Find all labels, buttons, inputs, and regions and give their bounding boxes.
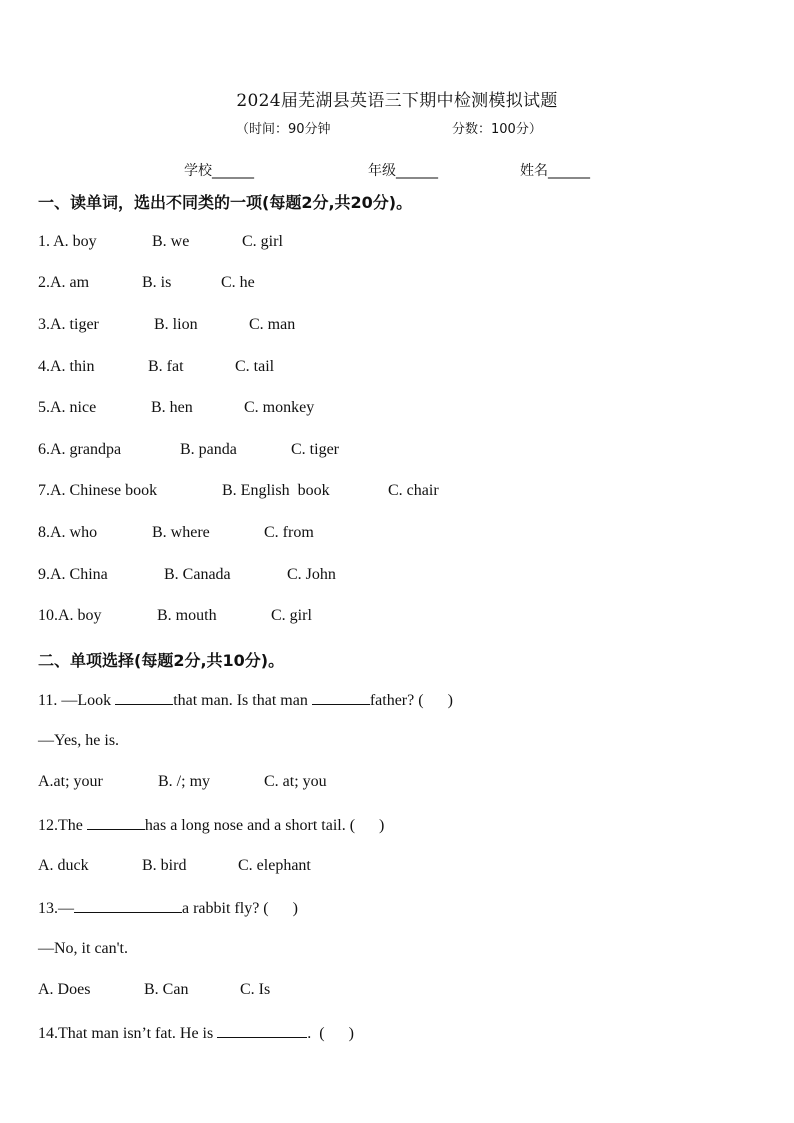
q9-option-c: C. John [287, 566, 336, 583]
q13-text-b: a rabbit fly? ( ) [182, 900, 298, 917]
q3-option-b: B. lion [154, 316, 198, 333]
q2-option-b: B. is [142, 274, 172, 291]
q1-option-c: C. girl [242, 233, 283, 250]
q11-stem [38, 690, 453, 710]
q14-stem [38, 1023, 354, 1043]
q13-option-c: C. Is [240, 981, 271, 998]
q12-option-b: B. bird [142, 857, 187, 874]
name-field: 姓名______ [520, 163, 590, 179]
q10-option-c: C. girl [271, 607, 312, 624]
q12-option-a: A. duck [38, 857, 89, 874]
q13-option-b: B. Can [144, 981, 189, 998]
q14-blank[interactable] [217, 1023, 307, 1038]
q13-stem [38, 898, 298, 918]
q12-text-a: 12.The [38, 817, 87, 834]
q11-blank-2[interactable] [312, 690, 370, 705]
q1-option-b: B. we [152, 233, 190, 250]
q12-stem [38, 815, 384, 835]
q7-option-b: B. English book [222, 482, 330, 499]
q14-text-a: 14.That man isn’t fat. He is [38, 1025, 218, 1042]
grade-field: 年级______ [368, 163, 438, 179]
q2-option-a: 2.A. am [38, 274, 90, 291]
q11-reply: —Yes, he is. [38, 732, 120, 749]
page-title: 2024届芜湖县英语三下期中检测模拟试题 [236, 91, 558, 111]
q5-option-b: B. hen [151, 399, 193, 416]
q7-option-a: 7.A. Chinese book [38, 482, 158, 499]
q9-option-b: B. Canada [164, 566, 231, 583]
q4-option-c: C. tail [235, 358, 275, 375]
section-1-heading: 一、读单词，选出不同类的一项(每题2分,共20分)。 [38, 193, 413, 212]
q3-option-c: C. man [249, 316, 296, 333]
q12-text-b: has a long nose and a short tail. ( ) [144, 817, 385, 834]
exam-score: 分数：100分） [452, 122, 542, 137]
q3-option-a: 3.A. tiger [38, 316, 99, 333]
exam-time: （时间：90分钟 [236, 122, 331, 137]
q10-option-a: 10.A. boy [38, 607, 102, 624]
section-2-heading: 二、单项选择(每题2分,共10分)。 [38, 651, 285, 670]
q8-option-a: 8.A. who [38, 524, 98, 541]
q13-text-a: 13.— [38, 900, 74, 917]
q6-option-b: B. panda [180, 441, 237, 458]
q2-option-c: C. he [221, 274, 255, 291]
q13-reply: —No, it can't. [38, 940, 128, 957]
q5-option-c: C. monkey [244, 399, 315, 416]
q13-blank[interactable] [74, 898, 182, 913]
q1-option-a: 1. A. boy [38, 233, 97, 250]
q11-option-c: C. at; you [264, 773, 327, 790]
q4-option-b: B. fat [148, 358, 184, 375]
q13-option-a: A. Does [38, 981, 91, 998]
q11-option-a: A.at; your [38, 773, 103, 790]
q11-text-c: father? ( ) [369, 692, 453, 709]
q11-text-b: that man. Is that man [173, 692, 312, 709]
q9-option-a: 9.A. China [38, 566, 108, 583]
q12-blank[interactable] [87, 815, 145, 830]
q10-option-b: B. mouth [157, 607, 217, 624]
q8-option-b: B. where [152, 524, 210, 541]
school-field: 学校______ [184, 163, 254, 179]
q5-option-a: 5.A. nice [38, 399, 97, 416]
q6-option-c: C. tiger [291, 441, 339, 458]
q7-option-c: C. chair [388, 482, 439, 499]
q11-option-b: B. /; my [158, 773, 211, 790]
q8-option-c: C. from [264, 524, 314, 541]
q6-option-a: 6.A. grandpa [38, 441, 122, 458]
q11-blank-1[interactable] [115, 690, 173, 705]
q11-text-a: 11. —Look [38, 692, 116, 709]
q12-option-c: C. elephant [238, 857, 311, 874]
q4-option-a: 4.A. thin [38, 358, 95, 375]
q14-text-b: . ( ) [307, 1025, 354, 1042]
